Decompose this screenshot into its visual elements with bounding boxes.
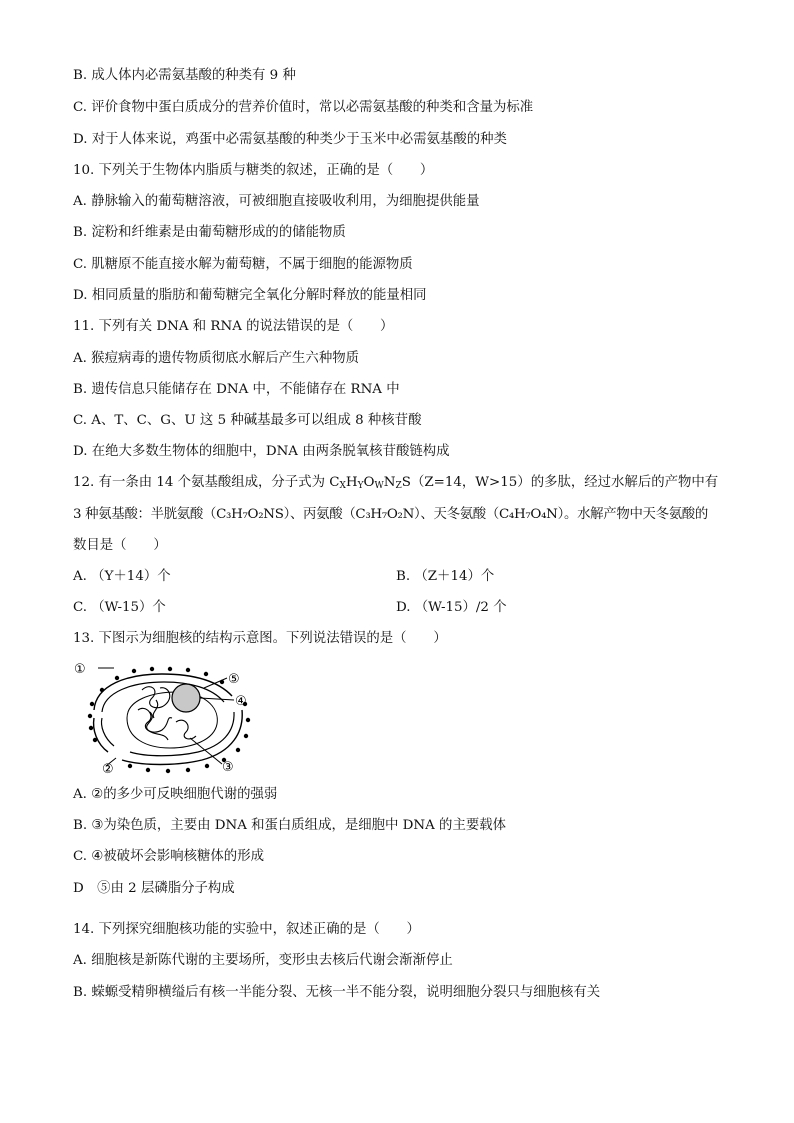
q12-stem-line2: 3 种氨基酸：半胱氨酸（C₃H₇O₂NS）、丙氨酸（C₃H₇O₂N）、天冬氨酸（C₄H₇O₄N）。水解产物中天冬氨酸的 <box>73 507 708 522</box>
q12-option-d: D. （W-15）/2 个 <box>396 600 507 615</box>
q11-option-c: C. A、T、C、G、U 这 5 种碱基最多可以组成 8 种核苷酸 <box>73 413 422 428</box>
diagram-label-1: ① <box>74 662 86 677</box>
diagram-label-5: ⑤ <box>228 672 240 687</box>
diagram-label-3: ③ <box>222 760 234 775</box>
q12-option-b: B. （Z＋14）个 <box>396 569 495 584</box>
q9-option-d: D. 对于人体来说，鸡蛋中必需氨基酸的种类少于玉米中必需氨基酸的种类 <box>73 132 507 147</box>
q14-option-b: B. 蝾螈受精卵横缢后有核一半能分裂、无核一半不能分裂，说明细胞分裂只与细胞核有关 <box>73 985 601 1000</box>
q11-option-b: B. 遗传信息只能储存在 DNA 中，不能储存在 RNA 中 <box>73 382 400 397</box>
q9-option-b: B. 成人体内必需氨基酸的种类有 9 种 <box>73 68 296 83</box>
q13-option-d: D ⑤由 2 层磷脂分子构成 <box>73 881 235 896</box>
q11-stem: 11. 下列有关 DNA 和 RNA 的说法错误的是（ ） <box>73 319 394 334</box>
q12-stem-line3: 数目是（ ） <box>73 538 167 553</box>
cell-nucleus-diagram <box>72 660 252 775</box>
q13-stem: 13. 下图示为细胞核的结构示意图。下列说法错误的是（ ） <box>73 631 447 646</box>
q13-option-b: B. ③为染色质，主要由 DNA 和蛋白质组成，是细胞中 DNA 的主要载体 <box>73 818 507 833</box>
q13-option-a: A. ②的多少可反映细胞代谢的强弱 <box>73 787 278 802</box>
diagram-label-4: ④ <box>235 694 247 709</box>
q11-option-d: D. 在绝大多数生物体的细胞中，DNA 由两条脱氧核苷酸链构成 <box>73 444 450 459</box>
diagram-label-2: ② <box>102 762 114 775</box>
q10-option-d: D. 相同质量的脂肪和葡萄糖完全氧化分解时释放的能量相同 <box>73 288 427 303</box>
q10-option-c: C. 肌糖原不能直接水解为葡萄糖，不属于细胞的能源物质 <box>73 257 413 272</box>
q12-option-a: A. （Y＋14）个 <box>73 569 171 584</box>
q12-stem-line1: 12. 有一条由 14 个氨基酸组成，分子式为 $C_XH_YO_WN_ZS(Z=14$，W>15）的多肽，经过水解后的产物中有 <box>73 475 719 491</box>
q10-option-a: A. 静脉输入的葡萄糖溶液，可被细胞直接吸收利用，为细胞提供能量 <box>73 194 480 209</box>
q10-option-b: B. 淀粉和纤维素是由葡萄糖形成的的储能物质 <box>73 225 346 240</box>
q11-option-a: A. 猴痘病毒的遗传物质彻底水解后产生六种物质 <box>73 351 359 366</box>
q12-option-c: C. （W-15）个 <box>73 600 166 615</box>
q10-stem: 10. 下列关于生物体内脂质与糖类的叙述，正确的是（ ） <box>73 163 434 178</box>
q13-option-c: C. ④被破坏会影响核糖体的形成 <box>73 849 264 864</box>
q9-option-c: C. 评价食物中蛋白质成分的营养价值时，常以必需氨基酸的种类和含量为标准 <box>73 100 534 115</box>
q14-option-a: A. 细胞核是新陈代谢的主要场所，变形虫去核后代谢会渐渐停止 <box>73 953 453 968</box>
q14-stem: 14. 下列探究细胞核功能的实验中，叙述正确的是（ ） <box>73 922 420 937</box>
